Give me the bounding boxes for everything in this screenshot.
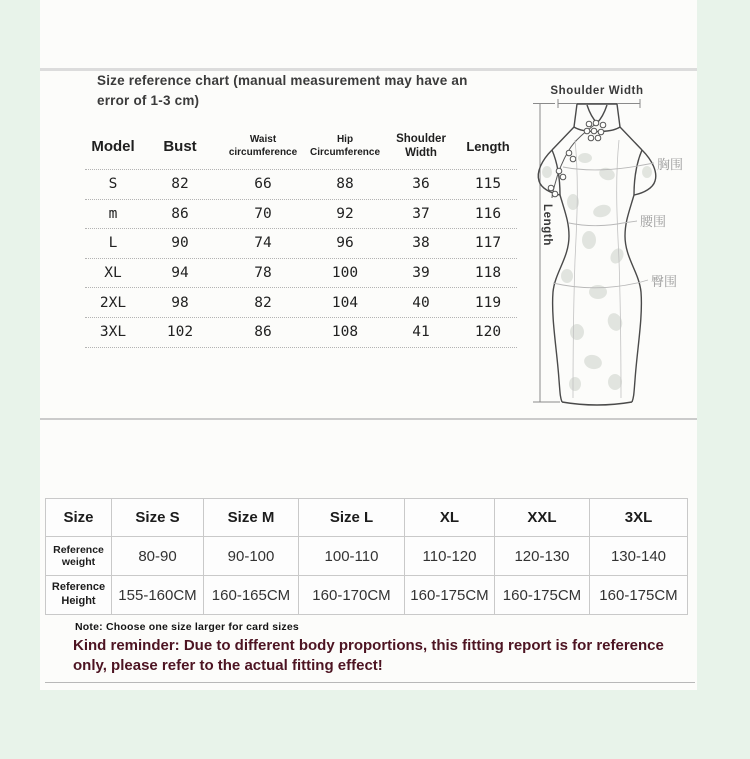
measurement-cell: 96	[336, 235, 354, 252]
measurement-cell: 116	[474, 205, 502, 222]
measurement-cell: 102	[166, 324, 194, 341]
measurement-cell: 117	[474, 235, 502, 252]
measurement-cell: 82	[254, 294, 272, 311]
size-fit-table	[45, 498, 688, 615]
measurement-cell: 40	[412, 294, 430, 311]
size-chart-title: Size reference chart (manual measurement may have an error of 1-3 cm)	[97, 73, 468, 109]
measurement-cell: 88	[336, 176, 354, 193]
fit-col-xxl: XXL	[495, 499, 590, 537]
measurement-cell: 100	[331, 265, 359, 282]
measurement-row	[85, 288, 517, 318]
size-note: Note: Choose one size larger for card sizes	[75, 621, 299, 633]
measurement-cell: 104	[331, 294, 359, 311]
bottom-divider	[45, 682, 695, 683]
measurement-row	[85, 259, 517, 289]
measurement-cell: 36	[412, 176, 430, 193]
fit-table-header-row	[46, 499, 688, 537]
fit-cell: 110-120	[405, 537, 495, 576]
reference-height-row	[46, 576, 688, 615]
fit-cell: 160-175CM	[405, 576, 495, 615]
shoulder-width-label: Shoulder Width	[550, 85, 644, 97]
bust-cn-label: 胸围	[657, 157, 684, 172]
waist-cn-label: 腰围	[640, 214, 667, 229]
measurement-cell: 115	[474, 176, 502, 193]
measurement-cell: 38	[412, 235, 430, 252]
fit-cell: 120-130	[495, 537, 590, 576]
col-header-model: Model	[91, 137, 135, 155]
measurement-cell: 3XL	[99, 324, 127, 341]
fit-col-size-m: Size M	[204, 499, 299, 537]
measurement-cell: 41	[412, 324, 430, 341]
measurement-cell: 74	[254, 235, 272, 252]
measurement-row	[85, 229, 517, 259]
measurement-cell: 39	[412, 265, 430, 282]
measurement-cell: 70	[254, 205, 272, 222]
measurement-cell: L	[108, 235, 118, 252]
measurement-cell: 92	[336, 205, 354, 222]
measurement-table	[85, 126, 517, 348]
fit-cell: 160-175CM	[590, 576, 688, 615]
fit-cell: 80-90	[112, 537, 204, 576]
measurement-cell: S	[108, 176, 118, 193]
cheongsam-diagram	[503, 80, 703, 415]
fit-cell: 155-160CM	[112, 576, 204, 615]
fit-cell: 90-100	[204, 537, 299, 576]
measurement-cell: 37	[412, 205, 430, 222]
hip-cn-label: 臀围	[651, 274, 678, 289]
length-measure-line	[533, 104, 560, 403]
measurement-cell: 119	[474, 294, 502, 311]
col-header-shoulder: Shoulder Width	[396, 132, 446, 159]
measurement-cell: 86	[254, 324, 272, 341]
fit-cell: 100-110	[299, 537, 405, 576]
measurement-cell: 108	[331, 324, 359, 341]
middle-divider	[40, 418, 697, 420]
row-label: Reference Height	[46, 576, 112, 615]
kind-reminder: Kind reminder: Due to different body proportions, this fitting report is for reference only, please refer to the actual fitting effect!	[73, 637, 664, 675]
fit-col-size-l: Size L	[299, 499, 405, 537]
measurement-cell: 94	[171, 265, 189, 282]
col-header-waist: Waist circumference	[228, 134, 298, 158]
fit-col-xl: XL	[405, 499, 495, 537]
measurement-cell: 118	[474, 265, 502, 282]
measurement-table-header	[85, 126, 517, 170]
fit-cell: 160-175CM	[495, 576, 590, 615]
col-header-hip: Hip Circumference	[309, 134, 381, 158]
measurement-row	[85, 200, 517, 230]
fit-cell: 160-165CM	[204, 576, 299, 615]
reference-weight-row	[46, 537, 688, 576]
col-header-bust: Bust	[163, 137, 197, 155]
measurement-row	[85, 318, 517, 348]
fit-col-3xl: 3XL	[590, 499, 688, 537]
measurement-cell: 66	[254, 176, 272, 193]
row-label: Reference weight	[46, 537, 112, 576]
fit-col-size-s: Size S	[112, 499, 204, 537]
measurement-cell: 90	[171, 235, 189, 252]
measurement-cell: 78	[254, 265, 272, 282]
fit-cell: 130-140	[590, 537, 688, 576]
measurement-cell: 86	[171, 205, 189, 222]
measurement-cell: 120	[474, 324, 502, 341]
measurement-cell: 2XL	[99, 294, 127, 311]
fit-cell: 160-170CM	[299, 576, 405, 615]
length-label: Length	[541, 204, 553, 246]
fit-col-size: Size	[46, 499, 112, 537]
measurement-row	[85, 170, 517, 200]
measurement-cell: m	[108, 205, 118, 222]
measurement-cell: XL	[104, 265, 122, 282]
measurement-cell: 98	[171, 294, 189, 311]
col-header-length: Length	[466, 138, 510, 154]
measurement-cell: 82	[171, 176, 189, 193]
